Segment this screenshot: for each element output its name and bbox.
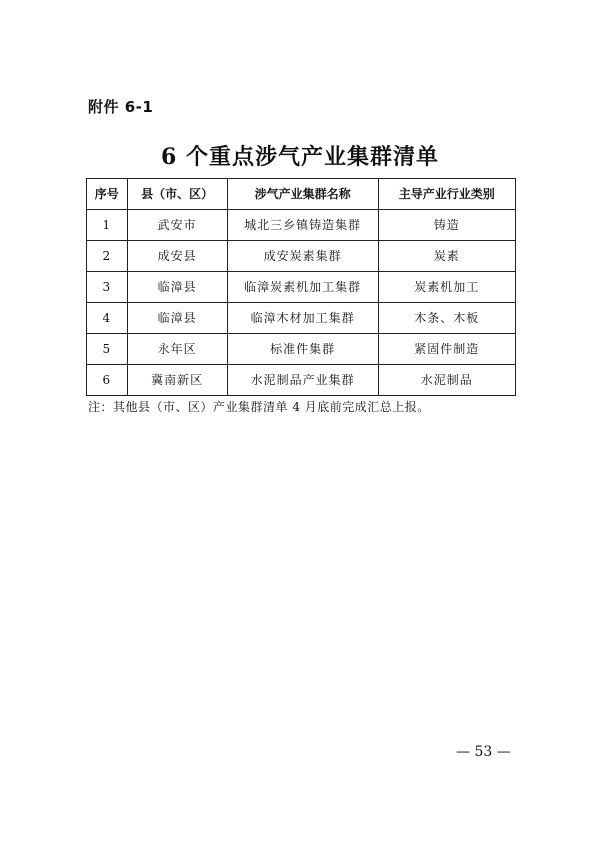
table-row — [87, 365, 516, 396]
cell-cluster-name: 城北三乡镇铸造集群 — [227, 210, 378, 241]
table-row — [87, 334, 516, 365]
cell-county: 临漳县 — [127, 303, 227, 334]
cell-industry-category: 铸造 — [378, 210, 515, 241]
cell-cluster-name: 标准件集群 — [227, 334, 378, 365]
header-cluster-name: 涉气产业集群名称 — [227, 179, 378, 210]
cell-industry-category: 水泥制品 — [378, 365, 515, 396]
cell-county: 武安市 — [127, 210, 227, 241]
cell-serial-number: 3 — [87, 272, 128, 303]
header-serial-number: 序号 — [87, 179, 128, 210]
header-industry-category: 主导产业行业类别 — [378, 179, 515, 210]
cell-serial-number: 6 — [87, 365, 128, 396]
header-county: 县（市、区） — [127, 179, 227, 210]
cell-cluster-name: 临漳木材加工集群 — [227, 303, 378, 334]
table-row — [87, 303, 516, 334]
cell-industry-category: 紧固件制造 — [378, 334, 515, 365]
cell-serial-number: 4 — [87, 303, 128, 334]
cell-serial-number: 5 — [87, 334, 128, 365]
cell-cluster-name: 临漳炭素机加工集群 — [227, 272, 378, 303]
table-row — [87, 210, 516, 241]
cell-cluster-name: 成安炭素集群 — [227, 241, 378, 272]
cell-industry-category: 炭素机加工 — [378, 272, 515, 303]
cell-county: 临漳县 — [127, 272, 227, 303]
document-title: 6 个重点涉气产业集群清单 — [161, 144, 439, 170]
cell-industry-category: 炭素 — [378, 241, 515, 272]
page-number: — 53 — — [456, 744, 511, 760]
cell-serial-number: 1 — [87, 210, 128, 241]
cell-county: 成安县 — [127, 241, 227, 272]
cell-serial-number: 2 — [87, 241, 128, 272]
cell-cluster-name: 水泥制品产业集群 — [227, 365, 378, 396]
cell-county: 冀南新区 — [127, 365, 227, 396]
table-note: 注：其他县（市、区）产业集群清单 4 月底前完成汇总上报。 — [88, 400, 430, 414]
table-row — [87, 272, 516, 303]
table-row — [87, 241, 516, 272]
industry-cluster-table — [86, 178, 516, 396]
attachment-label: 附件 6-1 — [88, 98, 154, 116]
cell-county: 永年区 — [127, 334, 227, 365]
cell-industry-category: 木条、木板 — [378, 303, 515, 334]
table-header-row — [87, 179, 516, 210]
